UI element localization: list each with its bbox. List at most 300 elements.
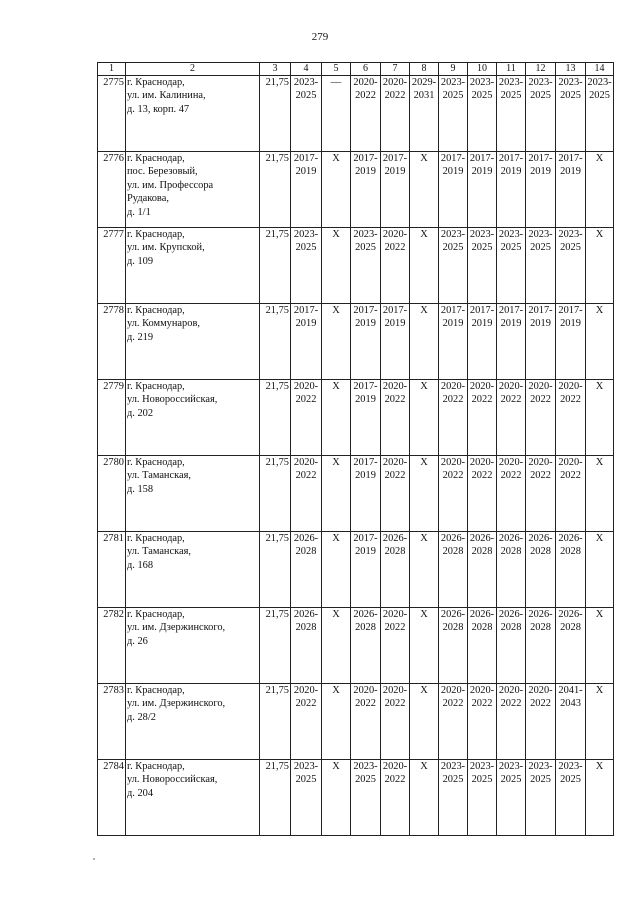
period-line: 2020- xyxy=(558,457,583,468)
period-line: 2025 xyxy=(500,242,522,254)
period-line: 2017- xyxy=(558,305,583,316)
period-line: 2022 xyxy=(471,698,493,710)
period-line: 2023- xyxy=(353,229,378,240)
period-line: 2020- xyxy=(440,457,466,468)
address-line: д. 168 xyxy=(127,559,154,571)
period-line: 2026- xyxy=(293,533,319,544)
period-cell xyxy=(381,304,410,380)
period-cell xyxy=(586,304,614,380)
period-cell xyxy=(497,76,526,152)
period-cell xyxy=(468,152,497,228)
period-cell xyxy=(526,608,556,684)
period-line: 2025 xyxy=(560,774,581,786)
period-line: 2019 xyxy=(442,318,464,330)
period-line: 2025 xyxy=(442,90,464,102)
period-line: 2019 xyxy=(560,166,581,178)
address-line: ул. им. Профессора xyxy=(127,179,214,191)
period-line: 2019 xyxy=(355,546,376,558)
area-cell: 21,75 xyxy=(260,76,291,152)
address-line: д. 204 xyxy=(127,787,154,799)
period-cell xyxy=(526,380,556,456)
period-line: 2020- xyxy=(382,761,408,772)
address-line: г. Краснодар, xyxy=(127,381,185,392)
period-line: 2022 xyxy=(560,470,581,482)
scan-speck xyxy=(93,858,95,860)
period-line: 2022 xyxy=(560,394,581,406)
period-line: 2020- xyxy=(440,685,466,696)
period-cell xyxy=(556,380,586,456)
period-cell xyxy=(586,152,614,228)
period-cell xyxy=(381,380,410,456)
period-line: 2020- xyxy=(353,685,378,696)
period-cell xyxy=(468,608,497,684)
period-cell xyxy=(322,456,351,532)
row-number-cell: 2780 xyxy=(98,456,126,532)
period-line: 2019 xyxy=(355,470,376,482)
address-line: Рудакова, xyxy=(127,193,169,205)
period-cell xyxy=(322,304,351,380)
period-cell xyxy=(410,380,439,456)
period-line: 2022 xyxy=(500,698,522,710)
period-line: 2023- xyxy=(469,761,495,772)
period-line: 2028 xyxy=(560,546,581,558)
table-row xyxy=(98,684,614,760)
period-cell xyxy=(586,684,614,760)
period-line: 2019 xyxy=(384,318,406,330)
period-cell xyxy=(556,304,586,380)
period-cell xyxy=(351,380,381,456)
address-cell xyxy=(126,760,260,836)
period-line: 2020- xyxy=(469,685,495,696)
period-line: 2025 xyxy=(355,774,376,786)
period-line: X xyxy=(332,229,340,240)
address-cell xyxy=(126,532,260,608)
column-header: 13 xyxy=(556,63,586,76)
period-cell xyxy=(381,684,410,760)
address-line: ул. им. Калинина, xyxy=(127,90,206,102)
area-cell: 21,75 xyxy=(260,760,291,836)
period-cell xyxy=(381,152,410,228)
period-cell xyxy=(439,304,468,380)
period-line: 2023- xyxy=(498,77,524,88)
period-cell xyxy=(291,380,322,456)
period-line: 2025 xyxy=(442,774,464,786)
period-cell xyxy=(556,532,586,608)
period-line: 2022 xyxy=(295,698,317,710)
period-cell xyxy=(497,456,526,532)
period-line: X xyxy=(595,685,604,696)
table-header xyxy=(98,63,614,76)
row-number-cell: 2777 xyxy=(98,228,126,304)
period-line: 2023- xyxy=(353,761,378,772)
column-header: 11 xyxy=(497,63,526,76)
period-cell xyxy=(468,760,497,836)
address-line: ул. Новороссийская, xyxy=(127,394,218,406)
address-line: ул. им. Крупской, xyxy=(127,242,205,254)
period-line: 2019 xyxy=(442,166,464,178)
period-line: 2023- xyxy=(498,761,524,772)
period-line: 2022 xyxy=(384,242,406,254)
period-cell xyxy=(322,532,351,608)
period-cell xyxy=(439,684,468,760)
address-line: ул. Новороссийская, xyxy=(127,774,218,786)
period-cell xyxy=(497,380,526,456)
period-line: 2025 xyxy=(295,774,317,786)
period-cell xyxy=(322,608,351,684)
period-line: 2020- xyxy=(528,381,553,392)
period-line: 2028 xyxy=(295,546,317,558)
period-cell xyxy=(410,608,439,684)
period-cell xyxy=(351,228,381,304)
period-cell xyxy=(381,532,410,608)
address-line: д. 13, корп. 47 xyxy=(127,103,190,115)
period-cell xyxy=(410,76,439,152)
period-line: 2022 xyxy=(471,394,493,406)
period-cell xyxy=(526,684,556,760)
area-cell: 21,75 xyxy=(260,684,291,760)
period-cell xyxy=(381,76,410,152)
period-cell xyxy=(497,684,526,760)
period-cell xyxy=(468,228,497,304)
period-line: 2026- xyxy=(498,533,524,544)
row-number-cell: 2784 xyxy=(98,760,126,836)
period-cell xyxy=(556,456,586,532)
period-line: 2026- xyxy=(440,533,466,544)
period-line: 2019 xyxy=(355,318,376,330)
period-cell xyxy=(586,532,614,608)
period-cell xyxy=(410,684,439,760)
period-line: 2026- xyxy=(558,609,583,620)
period-line: X xyxy=(420,457,428,468)
period-line: 2031 xyxy=(413,90,435,102)
period-line: 2025 xyxy=(589,90,610,102)
period-cell xyxy=(586,380,614,456)
period-line: 2022 xyxy=(384,774,406,786)
table-row xyxy=(98,380,614,456)
period-cell xyxy=(497,304,526,380)
area-cell: 21,75 xyxy=(260,228,291,304)
registry-table xyxy=(97,62,614,836)
period-line: X xyxy=(420,533,428,544)
period-line: 2020- xyxy=(293,685,319,696)
period-cell xyxy=(468,380,497,456)
period-line: X xyxy=(420,229,428,240)
period-line: 2017- xyxy=(382,305,408,316)
column-header: 4 xyxy=(291,63,322,76)
period-line: 2020- xyxy=(558,381,583,392)
period-line: 2017- xyxy=(293,305,319,316)
period-line: 2025 xyxy=(500,774,522,786)
period-line: 2028 xyxy=(442,546,464,558)
period-line: 2019 xyxy=(471,318,493,330)
period-cell xyxy=(291,608,322,684)
period-line: 2017- xyxy=(293,153,319,164)
period-line: X xyxy=(595,609,604,620)
period-line: 2022 xyxy=(384,90,406,102)
period-cell xyxy=(351,152,381,228)
table-row xyxy=(98,532,614,608)
period-line: 2017- xyxy=(469,153,495,164)
period-cell xyxy=(291,228,322,304)
period-cell xyxy=(291,456,322,532)
address-line: г. Краснодар, xyxy=(127,685,185,696)
table-row xyxy=(98,228,614,304)
column-header: 7 xyxy=(381,63,410,76)
period-cell xyxy=(322,152,351,228)
period-line: 2022 xyxy=(384,698,406,710)
period-line: 2022 xyxy=(442,394,464,406)
table-body xyxy=(98,76,614,836)
period-line: 2020- xyxy=(469,381,495,392)
period-cell xyxy=(526,76,556,152)
period-line: 2023- xyxy=(587,77,612,88)
period-cell xyxy=(439,456,468,532)
period-cell xyxy=(291,152,322,228)
period-line: 2028 xyxy=(384,546,406,558)
period-line: 2020- xyxy=(498,381,524,392)
period-line: 2023- xyxy=(558,761,583,772)
period-cell xyxy=(526,760,556,836)
period-line: 2025 xyxy=(295,90,317,102)
period-line: 2023- xyxy=(558,77,583,88)
period-line: 2022 xyxy=(442,470,464,482)
area-cell: 21,75 xyxy=(260,304,291,380)
period-cell xyxy=(526,304,556,380)
period-cell xyxy=(586,456,614,532)
row-number-cell: 2778 xyxy=(98,304,126,380)
period-line: 2023- xyxy=(293,761,319,772)
period-line: 2020- xyxy=(382,229,408,240)
period-line: 2019 xyxy=(295,318,317,330)
period-line: 2023- xyxy=(440,761,466,772)
period-line: 2026- xyxy=(469,533,495,544)
period-line: 2026- xyxy=(498,609,524,620)
column-header: 14 xyxy=(586,63,614,76)
period-cell xyxy=(526,228,556,304)
address-line: д. 158 xyxy=(127,483,154,495)
period-line: 2022 xyxy=(500,470,522,482)
address-line: г. Краснодар, xyxy=(127,761,185,772)
period-line: 2025 xyxy=(560,242,581,254)
period-line: 2028 xyxy=(442,622,464,634)
period-cell xyxy=(381,228,410,304)
period-line: 2017- xyxy=(353,457,378,468)
period-line: 2026- xyxy=(382,533,408,544)
period-line: 2020- xyxy=(440,381,466,392)
period-line: 2022 xyxy=(384,470,406,482)
period-cell xyxy=(351,304,381,380)
address-cell xyxy=(126,228,260,304)
period-line: 2023- xyxy=(469,77,495,88)
address-cell xyxy=(126,304,260,380)
table-row xyxy=(98,76,614,152)
period-cell xyxy=(526,532,556,608)
column-header: 1 xyxy=(98,63,126,76)
period-cell xyxy=(439,608,468,684)
period-line: 2029- xyxy=(411,77,437,88)
column-header: 6 xyxy=(351,63,381,76)
period-line: 2017- xyxy=(353,533,378,544)
period-cell xyxy=(410,532,439,608)
period-line: 2023- xyxy=(498,229,524,240)
period-line: 2019 xyxy=(560,318,581,330)
area-cell: 21,75 xyxy=(260,608,291,684)
area-cell: 21,75 xyxy=(260,532,291,608)
period-cell xyxy=(439,380,468,456)
period-cell xyxy=(291,684,322,760)
period-line: 2025 xyxy=(471,242,493,254)
period-line: X xyxy=(332,609,340,620)
period-cell xyxy=(439,76,468,152)
period-line: 2028 xyxy=(530,546,551,558)
address-line: д. 28/2 xyxy=(127,711,156,723)
period-line: 2025 xyxy=(560,90,581,102)
period-line: 2019 xyxy=(530,318,551,330)
period-cell xyxy=(322,380,351,456)
period-line: 2020- xyxy=(382,77,408,88)
period-line: 2025 xyxy=(530,774,551,786)
period-cell xyxy=(468,456,497,532)
period-line: 2025 xyxy=(471,774,493,786)
address-line: г. Краснодар, xyxy=(127,305,185,316)
period-line: 2019 xyxy=(295,166,317,178)
period-line: 2020- xyxy=(498,457,524,468)
period-line: 2020- xyxy=(528,457,553,468)
period-line: 2017- xyxy=(469,305,495,316)
period-cell xyxy=(291,304,322,380)
period-line: X xyxy=(595,305,604,316)
period-line: 2020- xyxy=(498,685,524,696)
period-cell xyxy=(586,76,614,152)
period-cell xyxy=(291,532,322,608)
period-cell xyxy=(351,76,381,152)
row-number-cell: 2775 xyxy=(98,76,126,152)
period-cell xyxy=(351,532,381,608)
period-cell xyxy=(439,228,468,304)
period-line: X xyxy=(332,533,340,544)
period-cell xyxy=(410,152,439,228)
period-line: 2020- xyxy=(382,457,408,468)
period-line: 2022 xyxy=(355,698,376,710)
column-header: 3 xyxy=(260,63,291,76)
period-line: X xyxy=(595,153,604,164)
period-line: 2020- xyxy=(528,685,553,696)
period-line: X xyxy=(420,153,428,164)
area-cell: 21,75 xyxy=(260,152,291,228)
period-cell xyxy=(526,456,556,532)
period-cell xyxy=(497,532,526,608)
period-line: 2022 xyxy=(442,698,464,710)
period-cell xyxy=(291,760,322,836)
address-cell xyxy=(126,76,260,152)
row-number-cell: 2779 xyxy=(98,380,126,456)
period-cell xyxy=(322,684,351,760)
period-line: 2028 xyxy=(355,622,376,634)
period-line: 2026- xyxy=(440,609,466,620)
period-cell xyxy=(351,456,381,532)
period-cell xyxy=(291,76,322,152)
period-cell xyxy=(556,152,586,228)
area-cell: 21,75 xyxy=(260,380,291,456)
period-line: 2017- xyxy=(353,381,378,392)
table-row xyxy=(98,608,614,684)
period-line: 2020- xyxy=(382,685,408,696)
period-line: 2022 xyxy=(500,394,522,406)
period-cell xyxy=(439,152,468,228)
column-header: 10 xyxy=(468,63,497,76)
period-line: 2025 xyxy=(442,242,464,254)
period-line: X xyxy=(332,153,340,164)
address-line: ул. им. Дзержинского, xyxy=(127,698,226,710)
period-line: X xyxy=(420,609,428,620)
period-line: 2017- xyxy=(440,305,466,316)
period-line: X xyxy=(332,305,340,316)
period-line: 2023- xyxy=(469,229,495,240)
period-line: 2017- xyxy=(498,153,524,164)
address-line: ул. им. Дзержинского, xyxy=(127,622,226,634)
period-line: 2023- xyxy=(440,229,466,240)
period-cell xyxy=(410,456,439,532)
row-number-cell: 2781 xyxy=(98,532,126,608)
period-line: X xyxy=(332,761,340,772)
period-cell xyxy=(439,760,468,836)
period-cell xyxy=(351,608,381,684)
period-cell xyxy=(468,76,497,152)
period-line: 2025 xyxy=(530,242,551,254)
period-line: 2022 xyxy=(295,394,317,406)
address-cell xyxy=(126,456,260,532)
period-cell xyxy=(322,760,351,836)
period-cell xyxy=(381,608,410,684)
period-line: 2022 xyxy=(355,90,376,102)
period-line: 2017- xyxy=(440,153,466,164)
address-line: д. 109 xyxy=(127,255,154,267)
period-cell xyxy=(351,684,381,760)
address-line: г. Краснодар, xyxy=(127,457,185,468)
period-line: 2020- xyxy=(382,381,408,392)
period-line: 2026- xyxy=(353,609,378,620)
address-cell xyxy=(126,684,260,760)
period-line: X xyxy=(332,381,340,392)
period-cell xyxy=(468,304,497,380)
period-line: 2019 xyxy=(500,166,522,178)
period-line: 2023- xyxy=(293,77,319,88)
period-cell xyxy=(410,228,439,304)
period-cell xyxy=(468,684,497,760)
period-line: 2025 xyxy=(500,90,522,102)
period-line: X xyxy=(420,761,428,772)
period-line: 2019 xyxy=(500,318,522,330)
table-row xyxy=(98,304,614,380)
period-line: 2022 xyxy=(295,470,317,482)
period-line: 2028 xyxy=(471,622,493,634)
period-line: 2020- xyxy=(469,457,495,468)
period-line: 2020- xyxy=(353,77,378,88)
period-line: 2017- xyxy=(382,153,408,164)
period-cell xyxy=(586,228,614,304)
period-cell xyxy=(322,228,351,304)
period-cell xyxy=(439,532,468,608)
period-cell xyxy=(381,456,410,532)
period-line: 2028 xyxy=(471,546,493,558)
period-line: 2023- xyxy=(528,229,553,240)
address-line: пос. Березовый, xyxy=(127,166,198,178)
column-header: 9 xyxy=(439,63,468,76)
period-cell xyxy=(322,76,351,152)
period-line: 2019 xyxy=(384,166,406,178)
period-line: 2026- xyxy=(293,609,319,620)
period-line: 2023- xyxy=(440,77,466,88)
